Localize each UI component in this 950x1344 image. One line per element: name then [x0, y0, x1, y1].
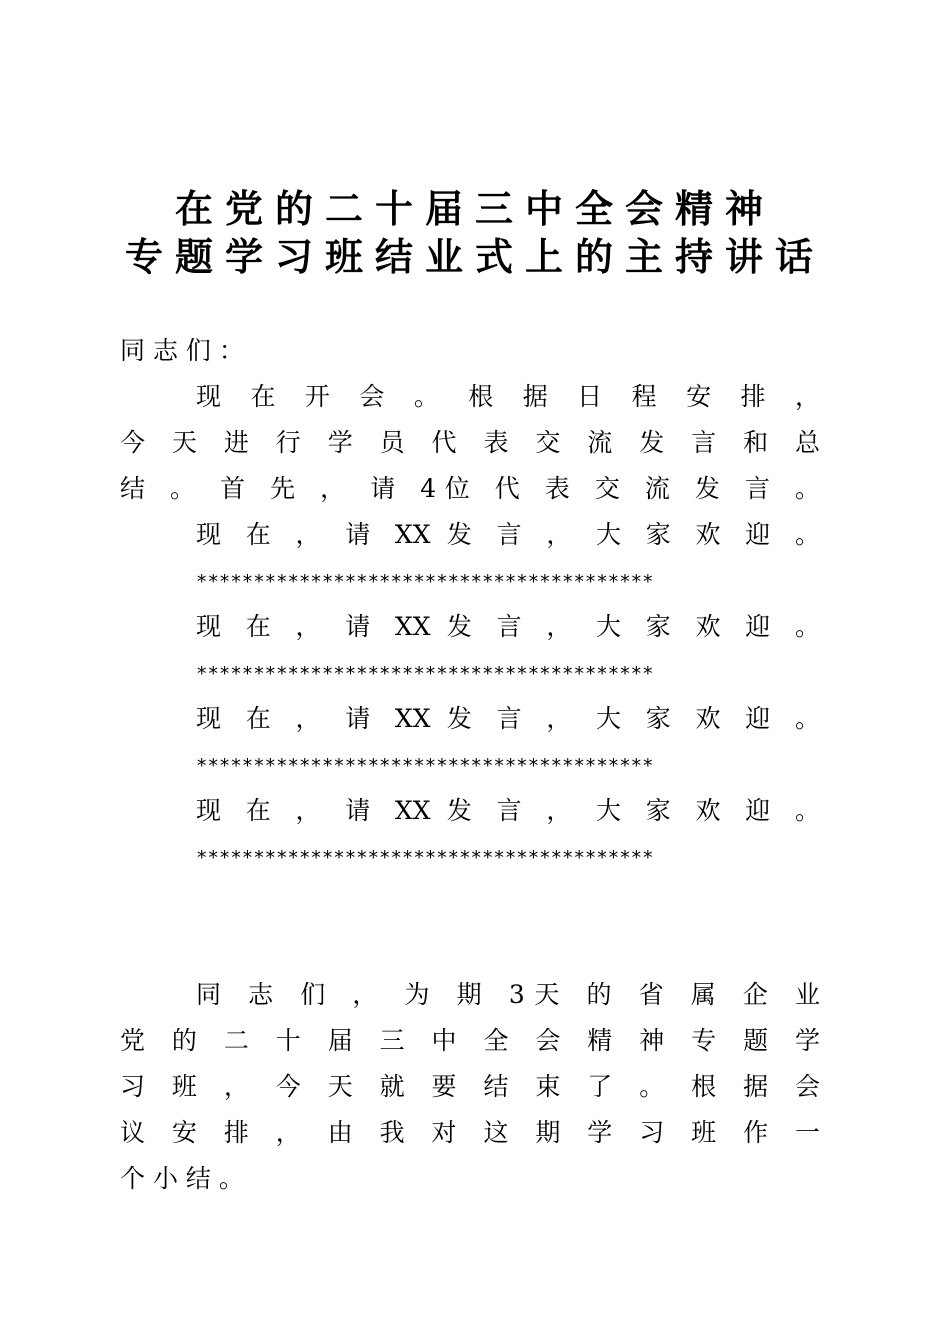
paragraph-2-line-2: 党 的 二 十 届 三 中 全 会 精 神 专 题 学 — [120, 1026, 820, 1055]
speaker-4-separator: **************************************** — [196, 847, 654, 869]
speaker-1-line: 现 在 ， 请 XX 发 言 ， 大 家 欢 迎 。 — [196, 520, 820, 549]
speaker-3-separator: **************************************** — [196, 755, 654, 777]
paragraph-2-line-5: 个 小 结 。 — [120, 1164, 244, 1193]
speaker-1-separator: **************************************** — [196, 571, 654, 593]
speaker-2-line: 现 在 ， 请 XX 发 言 ， 大 家 欢 迎 。 — [196, 612, 820, 641]
paragraph-2-line-1: 同 志 们 ， 为 期 3天 的 省 属 企 业 — [196, 980, 820, 1009]
paragraph-1-line-3: 结 。 首 先 ， 请 4位 代 表 交 流 发 言 。 — [120, 474, 820, 503]
salutation: 同 志 们 ： — [120, 336, 244, 365]
paragraph-1-line-2: 今 天 进 行 学 员 代 表 交 流 发 言 和 总 — [120, 428, 820, 457]
paragraph-2-line-4: 议 安 排 ， 由 我 对 这 期 学 习 班 作 一 — [120, 1118, 820, 1147]
paragraph-1-line-1: 现 在 开 会 。 根 据 日 程 安 排 ， — [196, 382, 820, 411]
speaker-3-line: 现 在 ， 请 XX 发 言 ， 大 家 欢 迎 。 — [196, 704, 820, 733]
title-line-1: 在党的二十届三中全会精神 — [174, 186, 775, 231]
speaker-2-separator: **************************************** — [196, 663, 654, 685]
speaker-4-line: 现 在 ， 请 XX 发 言 ， 大 家 欢 迎 。 — [196, 796, 820, 825]
paragraph-2-line-3: 习 班 ， 今 天 就 要 结 束 了 。 根 据 会 — [120, 1072, 820, 1101]
title-line-2: 专题学习班结业式上的主持讲话 — [124, 234, 825, 279]
